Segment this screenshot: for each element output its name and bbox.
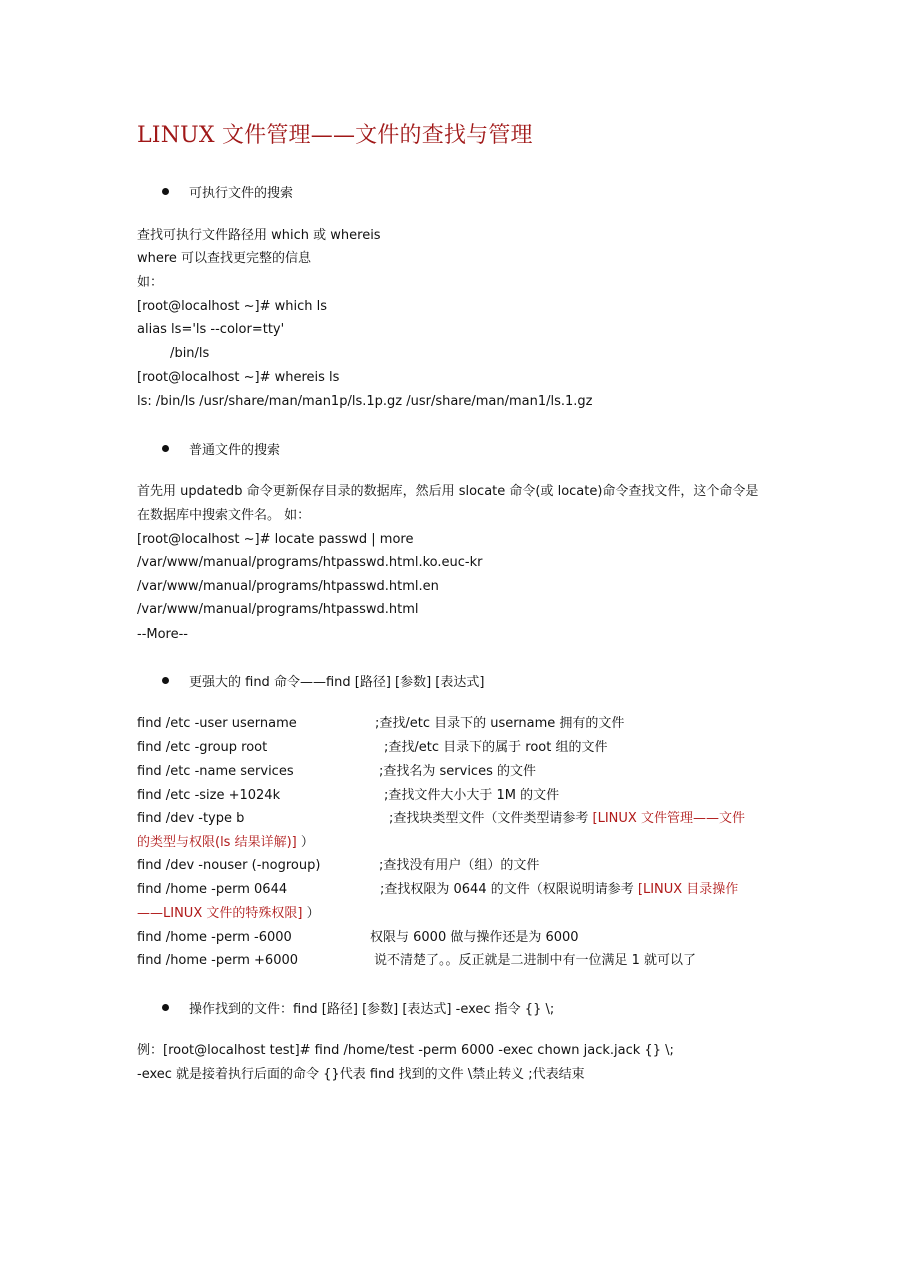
code-line: /bin/ls [137, 346, 210, 361]
find-description: ;查找/etc 目录下的 username 拥有的文件 [375, 716, 625, 731]
section-heading-text: 操作找到的文件：find [路径] [参数] [表达式] -exec 指令 {} \; [189, 1002, 555, 1017]
find-command: find /home -perm 0644 [137, 882, 288, 897]
find-command: find /dev -nouser (-nogroup) [137, 858, 321, 873]
code-line: [root@localhost ~]# whereis ls [137, 370, 340, 385]
find-command: find /home -perm +6000 [137, 953, 299, 968]
description-text: ） [296, 835, 314, 850]
reference-link[interactable]: [LINUX 文件管理——文件 [592, 811, 745, 826]
reference-link[interactable]: ——LINUX 文件的特殊权限] [137, 906, 303, 921]
reference-link[interactable]: [LINUX 目录操作 [637, 882, 739, 897]
text-line: where 可以查找更完整的信息 [137, 251, 312, 266]
section-heading-text: 更强大的 find 命令——find [路径] [参数] [表达式] [189, 675, 485, 690]
text-line: -exec 就是接着执行后面的命令 {}代表 find 找到的文件 \禁止转义 ;代表结束 [137, 1067, 585, 1082]
code-line: ls: /bin/ls /usr/share/man/man1p/ls.1p.gz /usr/share/man/man1/ls.1.gz [137, 394, 593, 409]
find-description: ;查找/etc 目录下的属于 root 组的文件 [384, 740, 608, 755]
code-line: [root@localhost ~]# which ls [137, 299, 327, 314]
section-heading-operate-found-files [162, 998, 554, 1017]
section-heading-find-command [162, 671, 484, 690]
text-line: 在数据库中搜索文件名。 如： [137, 508, 311, 523]
bullet-icon [162, 188, 169, 195]
section-heading-text: 普通文件的搜索 [189, 443, 281, 458]
code-line: [root@localhost ~]# locate passwd | more [137, 532, 414, 547]
find-description: 权限与 6000 做与操作还是为 6000 [370, 930, 579, 945]
section-heading-executable-search [162, 182, 293, 201]
find-description [389, 811, 745, 827]
section-heading-regular-search [162, 439, 280, 458]
find-command: find /etc -size +1024k [137, 788, 281, 803]
text-line: 如： [137, 275, 164, 290]
description-text: ） [302, 906, 320, 921]
description-continuation [137, 906, 320, 922]
code-line: /var/www/manual/programs/htpasswd.html [137, 602, 419, 617]
find-description: ;查找名为 services 的文件 [379, 764, 536, 779]
text-line: 查找可执行文件路径用 which 或 whereis [137, 228, 381, 243]
find-command: find /etc -user username [137, 716, 297, 731]
code-line: --More-- [137, 627, 188, 642]
code-line: /var/www/manual/programs/htpasswd.html.en [137, 579, 439, 594]
find-description: 说不清楚了。。反正就是二进制中有一位满足 1 就可以了 [374, 953, 697, 968]
reference-link[interactable]: 的类型与权限(ls 结果详解)] [137, 835, 297, 850]
find-description: ;查找文件大小大于 1M 的文件 [384, 788, 560, 803]
find-command: find /dev -type b [137, 811, 245, 826]
description-continuation [137, 835, 314, 851]
bullet-icon [162, 445, 169, 452]
bullet-icon [162, 677, 169, 684]
find-description: ;查找没有用户（组）的文件 [379, 858, 540, 873]
bullet-icon [162, 1004, 169, 1011]
find-command: find /home -perm -6000 [137, 930, 292, 945]
code-line: 例：[root@localhost test]# find /home/test -perm 6000 -exec chown jack.jack {} \; [137, 1043, 674, 1058]
code-line: /var/www/manual/programs/htpasswd.html.ko.euc-kr [137, 555, 483, 570]
code-line: alias ls='ls --color=tty' [137, 322, 285, 337]
description-text: ;查找权限为 0644 的文件（权限说明请参考 [380, 882, 638, 897]
find-description [380, 882, 738, 898]
find-command: find /etc -group root [137, 740, 268, 755]
section-heading-text: 可执行文件的搜索 [189, 186, 294, 201]
page-title: LINUX 文件管理——文件的查找与管理 [137, 123, 533, 148]
description-text: ;查找块类型文件（文件类型请参考 [389, 811, 593, 826]
text-line: 首先用 updatedb 命令更新保存目录的数据库，然后用 slocate 命令(或 locate)命令查找文件，这个命令是 [137, 484, 759, 499]
find-command: find /etc -name services [137, 764, 294, 779]
